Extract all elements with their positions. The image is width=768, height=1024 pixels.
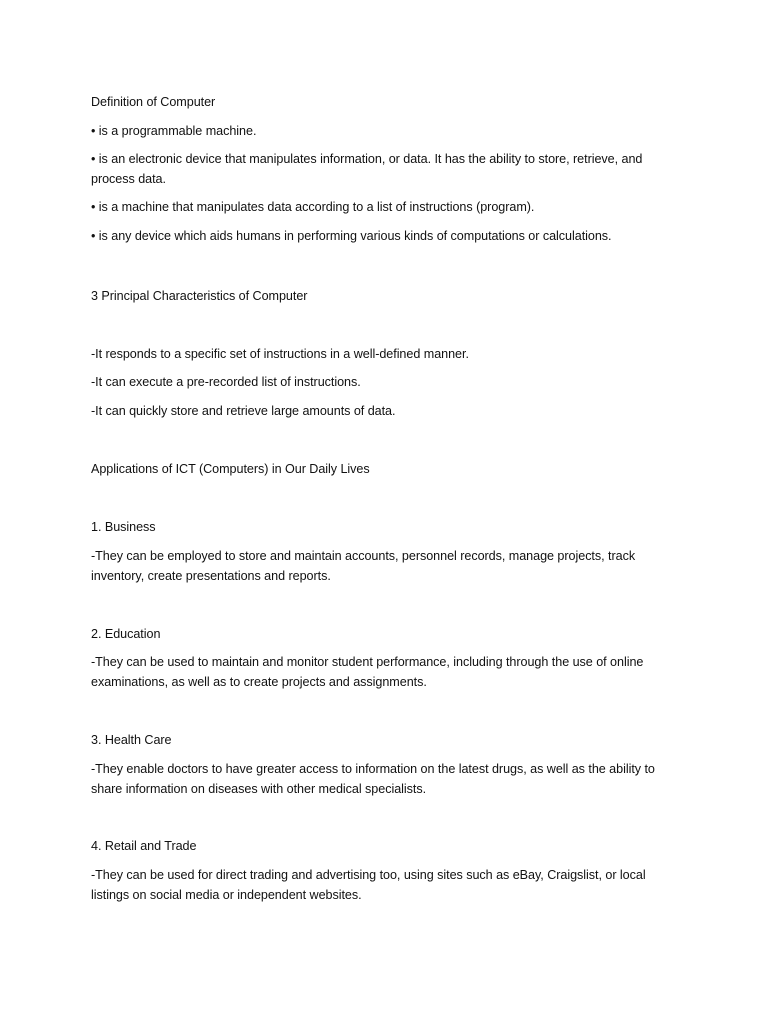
application-text: -They can be used for direct trading and advertising too, using sites such as eBay, Craigslist, or local listings on social media or independent websites. [91,868,646,902]
definition-item: • is an electronic device that manipulates information, or data. It has the ability to store, retrieve, and process data. [91,152,643,186]
application-text: -They can be used to maintain and monitor student performance, including through the use of online examinations, as well as to create projects and assignments. [91,655,644,689]
application-title: 4. Retail and Trade [91,839,197,853]
characteristic-item: -It can execute a pre-recorded list of instructions. [91,375,361,389]
characteristic-item: -It responds to a specific set of instructions in a well-defined manner. [91,347,469,361]
application-title: 2. Education [91,627,161,641]
application-title: 3. Health Care [91,733,172,747]
definition-item: • is any device which aids humans in performing various kinds of computations or calculations. [91,229,612,243]
applications-heading: Applications of ICT (Computers) in Our Daily Lives [91,462,370,476]
characteristic-item: -It can quickly store and retrieve large amounts of data. [91,404,396,418]
application-text: -They enable doctors to have greater access to information on the latest drugs, as well as the ability to share information on diseases with other medical specialists. [91,762,655,796]
application-title: 1. Business [91,520,156,534]
definition-item: • is a machine that manipulates data according to a list of instructions (program). [91,200,535,214]
definition-item: • is a programmable machine. [91,124,257,138]
application-text: -They can be employed to store and maintain accounts, personnel records, manage projects, track inventory, create presentations and reports. [91,549,636,583]
definition-heading: Definition of Computer [91,95,216,109]
characteristics-heading: 3 Principal Characteristics of Computer [91,289,308,303]
